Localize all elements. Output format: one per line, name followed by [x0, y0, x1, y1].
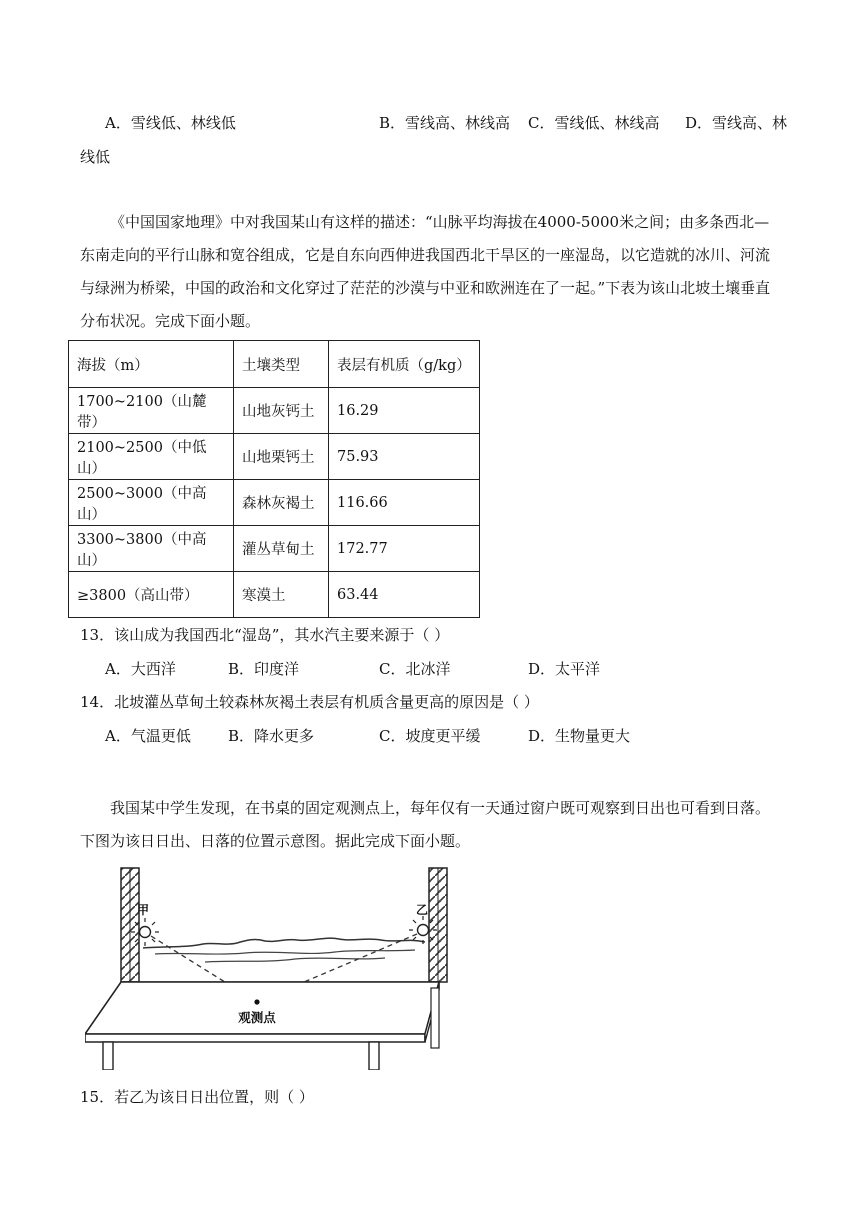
q14-option-d: D．生物量更大	[528, 727, 631, 745]
window-frame-right	[429, 868, 447, 982]
label-observation-point: 观测点	[238, 1010, 276, 1025]
table-cell: 山地栗钙土	[234, 434, 329, 480]
soil-distribution-table	[68, 340, 480, 618]
passage-2-line: 下图为该日日出、日落的位置示意图。据此完成下面小题。	[80, 832, 471, 850]
table-row	[69, 388, 480, 434]
q12-option-d-continued: 线低	[80, 148, 111, 166]
horizon-mountains	[143, 938, 425, 948]
table-cell: 山地灰钙土	[234, 388, 329, 434]
horizon-water	[155, 950, 415, 962]
sunrise-sunset-figure	[85, 866, 455, 1070]
table-cell: 1700~2100（山麓带）	[69, 388, 234, 434]
passage-2	[80, 792, 784, 858]
table-cell: 116.66	[329, 480, 480, 526]
passage-1	[80, 206, 784, 338]
table-header-cell: 海拔（m）	[69, 341, 234, 388]
table-cell: 寒漠土	[234, 572, 329, 618]
table-cell: 172.77	[329, 526, 480, 572]
q14-option-b: B．降水更多	[228, 727, 315, 745]
table-cell: ≥3800（高山带）	[69, 572, 234, 618]
q14-stem: 14．北坡灌丛草甸土较森林灰褐土表层有机质含量更高的原因是（ ）	[80, 693, 539, 711]
table-header-row	[69, 341, 480, 388]
passage-1-line: 分布状况。完成下面小题。	[80, 312, 261, 330]
label-jia: 甲	[137, 903, 150, 917]
table-row	[69, 434, 480, 480]
q13-option-d: D．太平洋	[528, 660, 601, 678]
table-cell: 3300~3800（中高山）	[69, 526, 234, 572]
table-header-cell: 土壤类型	[234, 341, 329, 388]
table-cell: 75.93	[329, 434, 480, 480]
table-row	[69, 572, 480, 618]
passage-1-line: 《中国国家地理》中对我国某山有这样的描述：“山脉平均海拔在4000-5000米之间；由多条西北—	[110, 213, 770, 231]
table-header-cell: 表层有机质（g/kg）	[329, 341, 480, 388]
table-cell: 灌丛草甸土	[234, 526, 329, 572]
table-cell: 2100~2500（中低山）	[69, 434, 234, 480]
window-frame-left	[121, 868, 139, 982]
passage-1-line: 与绿洲为桥梁，中国的政治和文化穿过了茫茫的沙漠与中亚和欧洲连在了一起。”下表为该山北坡土壤垂直	[80, 279, 771, 297]
table-cell: 63.44	[329, 572, 480, 618]
table-cell: 森林灰褐土	[234, 480, 329, 526]
table-cell: 16.29	[329, 388, 480, 434]
desk	[85, 982, 439, 1070]
passage-2-line: 我国某中学生发现，在书桌的固定观测点上，每年仅有一天通过窗户既可观察到日出也可看到日落。	[110, 799, 771, 817]
q13-stem: 13．该山成为我国西北“湿岛”，其水汽主要来源于（ ）	[80, 626, 450, 644]
q13-option-a: A．大西洋	[105, 660, 176, 678]
table-row	[69, 526, 480, 572]
q12-option-c: C．雪线低、林线高	[528, 114, 660, 132]
q14-option-a: A．气温更低	[105, 727, 191, 745]
table-cell: 2500~3000（中高山）	[69, 480, 234, 526]
q14-option-c: C．坡度更平缓	[379, 727, 481, 745]
q13-option-c: C．北冰洋	[379, 660, 451, 678]
label-yi: 乙	[416, 903, 429, 917]
q12-option-b: B．雪线高、林线高	[379, 114, 511, 132]
passage-1-line: 东南走向的平行山脉和宽谷组成，它是自东向西伸进我国西北干旱区的一座湿岛，以它造就的冰川、河流	[80, 246, 771, 264]
observation-point	[254, 999, 259, 1004]
q15-stem: 15．若乙为该日日出位置，则（ ）	[80, 1088, 314, 1106]
q12-option-a: A．雪线低、林线低	[105, 114, 236, 132]
table-row	[69, 480, 480, 526]
q12-option-d: D．雪线高、林	[685, 114, 788, 132]
q13-option-b: B．印度洋	[228, 660, 300, 678]
